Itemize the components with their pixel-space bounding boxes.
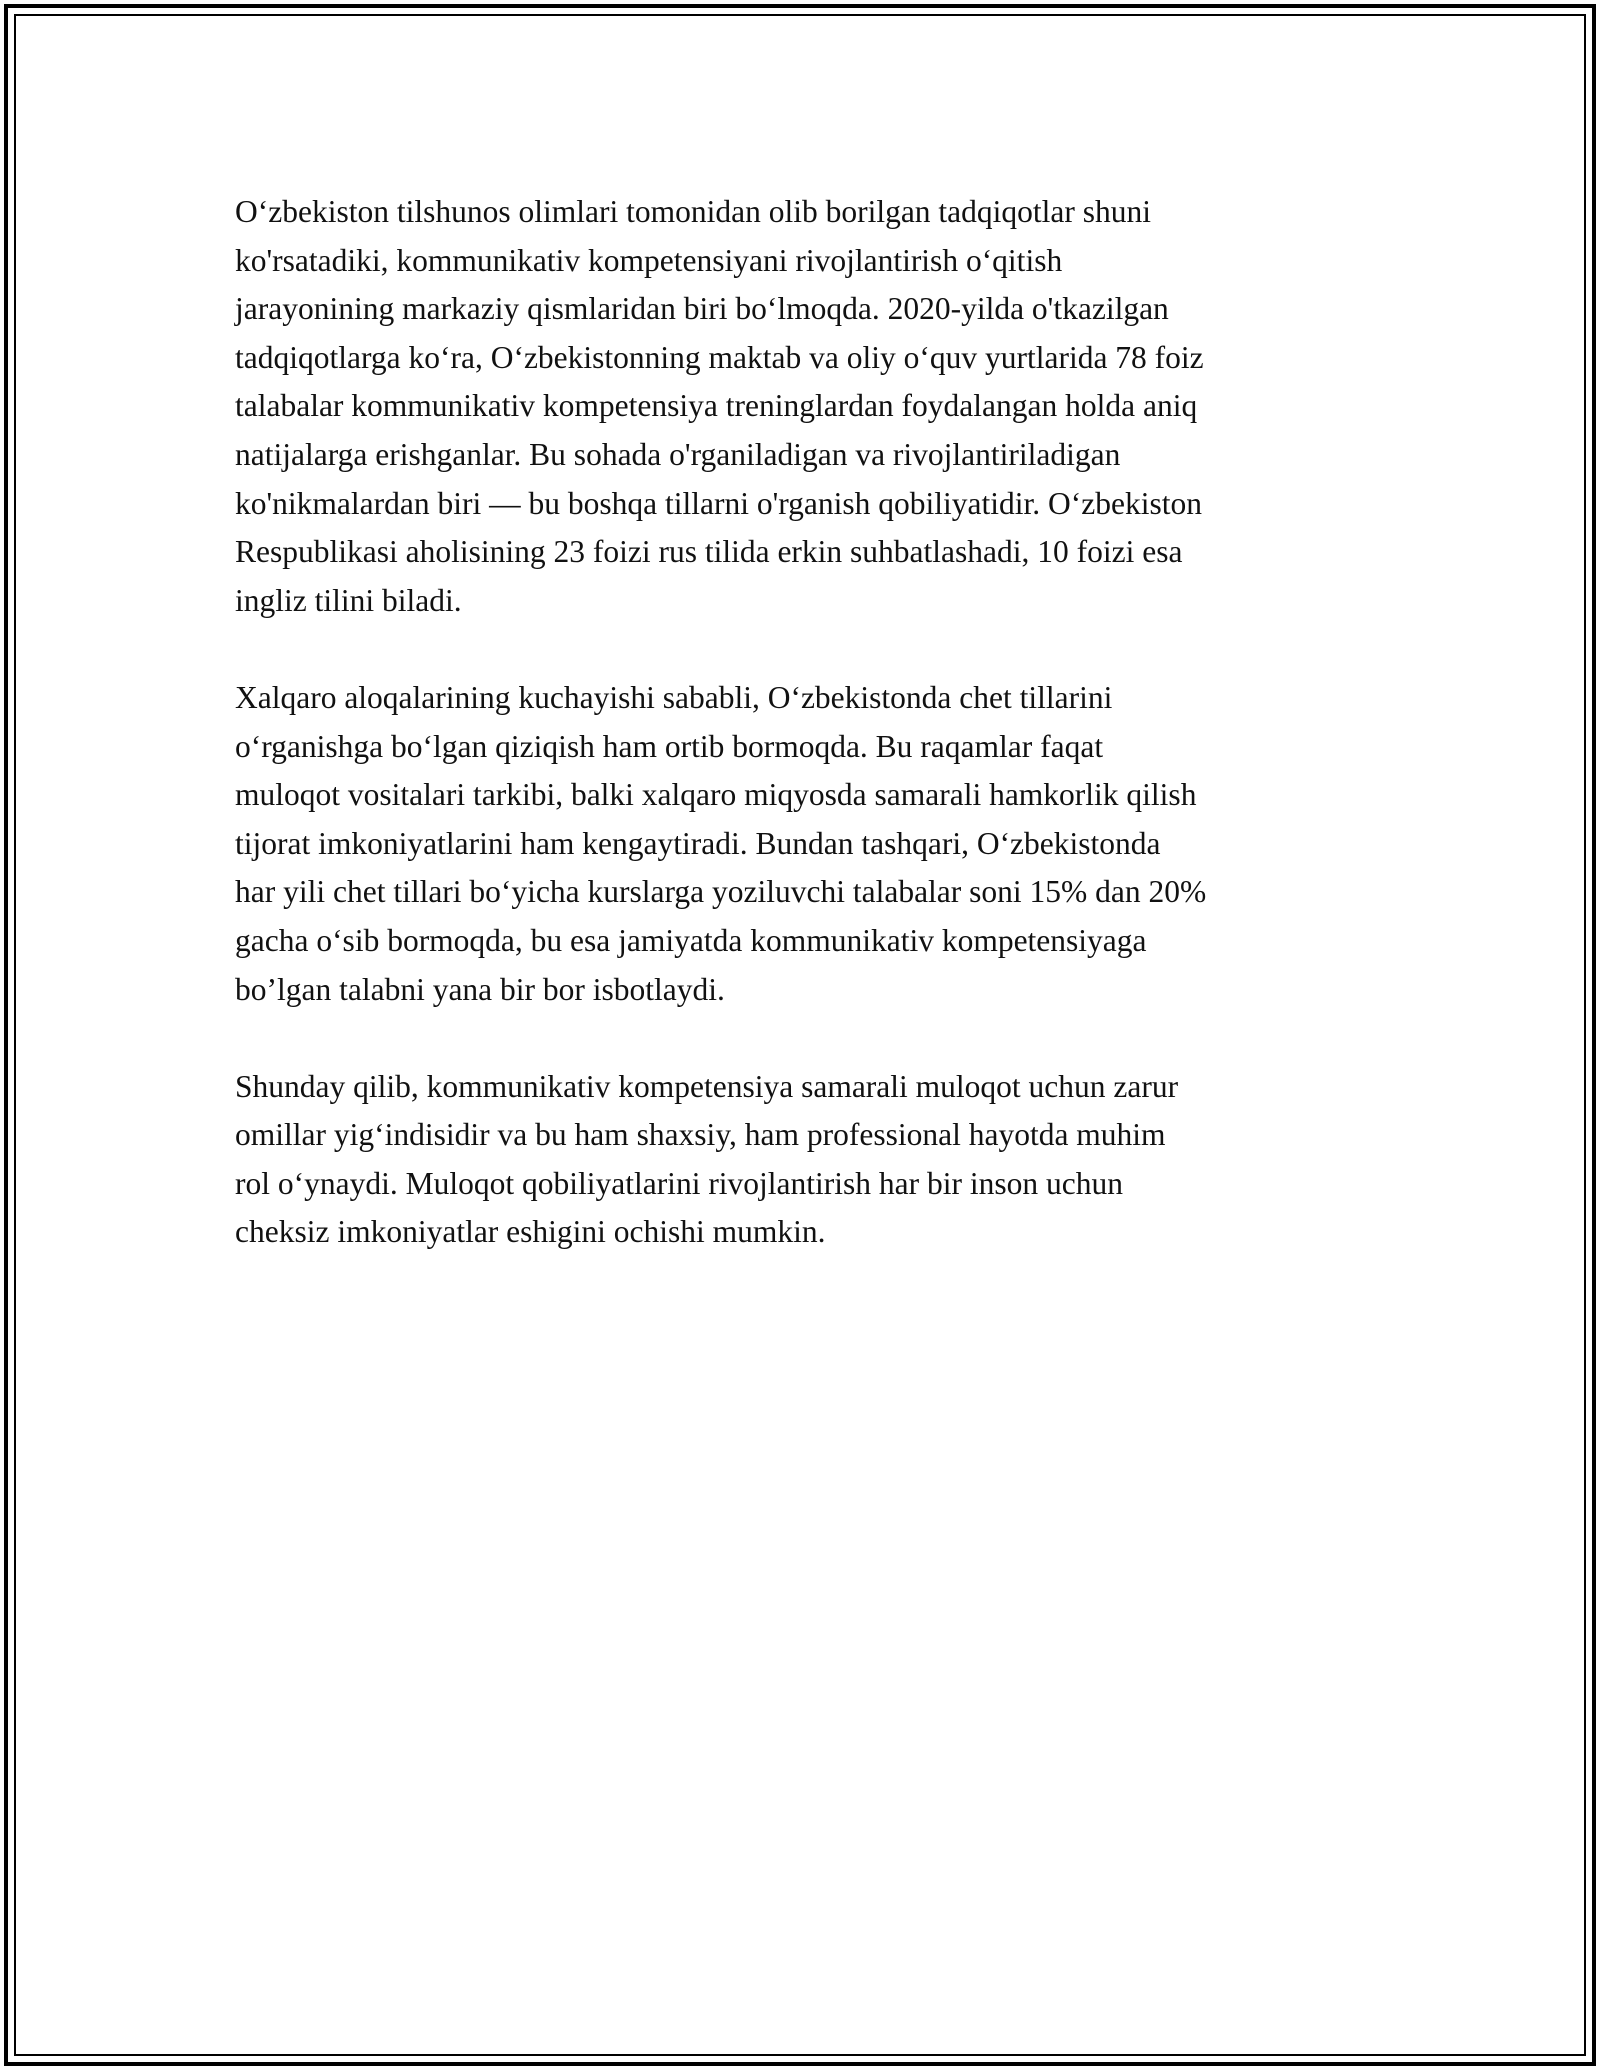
paragraph-3: Shunday qilib, kommunikativ kompetensiya samarali muloqot uchun zarur omillar yig‘indisidir va bu ham shaxsiy, ham professional hayotda muhim rol o‘ynaydi. Muloqot qobiliyatlarini rivojlantirish har bir inson uchun cheksiz imkoniyatlar eshigini ochishi mumkin. — [235, 1068, 1179, 1250]
document-body — [235, 188, 1370, 1257]
paragraph-1: O‘zbekiston tilshunos olimlari tomonidan olib borilgan tadqiqotlar shuni ko'rsatadiki, kommunikativ kompetensiyani rivojlantirish o‘qitish jarayonining markaziy qismlaridan biri bo‘lmoqda. 2020-yilda o'tkazilgan tadqiqotlarga ko‘ra, O‘zbekistonning maktab va oliy o‘quv yurtlarida 78 foiz talabalar kommunikativ kompetensiya treninglardan foydalangan holda aniq natijalarga erishganlar. Bu sohada o'rganiladigan va rivojlantiriladigan ko'nikmalardan biri — bu boshqa tillarni o'rganish qobiliyatidir. O‘zbekiston Respublikasi aholisining 23 foizi rus tilida erkin suhbatlashadi, 10 foizi esa ingliz tilini biladi. — [235, 194, 1204, 618]
paragraph-2: Xalqaro aloqalarining kuchayishi sababli, O‘zbekistonda chet tillarini o‘rganishga bo‘lgan qiziqish ham ortib bormoqda. Bu raqamlar faqat muloqot vositalari tarkibi, balki xalqaro miqyosda samarali hamkorlik qilish tijorat imkoniyatlarini ham kengaytiradi. Bundan tashqari, O‘zbekistonda har yili chet tillari bo‘yicha kurslarga yoziluvchi talabalar soni 15% dan 20% gacha o‘sib bormoqda, bu esa jamiyatda kommunikativ kompetensiyaga bo’lgan talabni yana bir bor isbotlaydi. — [235, 679, 1207, 1007]
